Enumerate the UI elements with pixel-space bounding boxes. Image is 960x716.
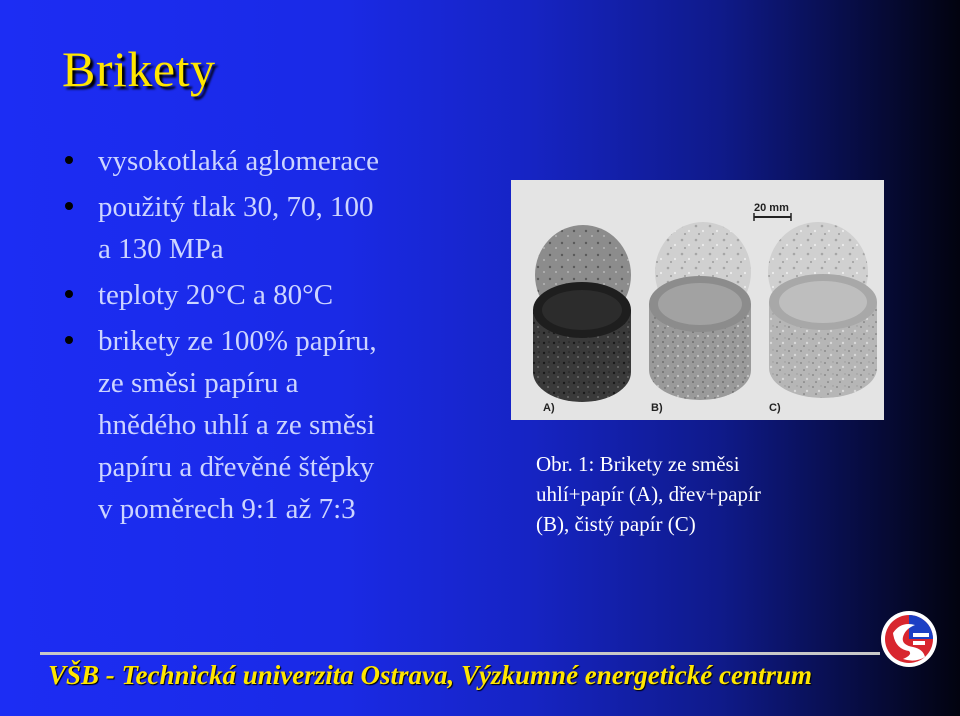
bullet-line: ze směsi papíru a — [98, 367, 299, 399]
bullet-line: a 130 MPa — [98, 233, 224, 265]
bullet-line: brikety ze 100% papíru, — [98, 325, 377, 357]
bullet-line: použitý tlak 30, 70, 100 — [98, 191, 374, 223]
photo-label-b: B) — [651, 402, 663, 414]
bullet-item — [62, 140, 502, 182]
caption-line: uhlí+papír (A), dřev+papír — [536, 482, 761, 506]
bullet-line: vysokotlaká aglomerace — [98, 145, 380, 177]
slide-title: Brikety — [62, 41, 216, 97]
bullet-item — [62, 186, 502, 270]
photo-label-a: A) — [543, 402, 555, 414]
black-dot-icon — [65, 336, 73, 344]
black-dot-icon — [65, 202, 73, 210]
footer-text: VŠB - Technická univerzita Ostrava, Výzkumné energetické centrum — [48, 660, 813, 690]
black-dot-icon — [65, 290, 73, 298]
caption-line: Obr. 1: Brikety ze směsi — [536, 452, 740, 476]
scale-label: 20 mm — [754, 202, 789, 214]
photo-label-c: C) — [769, 402, 781, 414]
bullet-item — [62, 320, 502, 530]
footer-divider — [40, 652, 880, 655]
bullet-line: teploty 20°C a 80°C — [98, 279, 334, 311]
bullet-list — [62, 140, 502, 534]
black-dot-icon — [65, 156, 73, 164]
vec-logo-icon — [879, 609, 939, 669]
bullet-line: papíru a dřevěné štěpky — [98, 451, 375, 483]
caption-line: (B), čistý papír (C) — [536, 512, 696, 536]
bullet-item — [62, 274, 502, 316]
bullet-line: hnědého uhlí a ze směsi — [98, 409, 376, 441]
briquettes-photo — [511, 180, 884, 420]
bullet-line: v poměrech 9:1 až 7:3 — [98, 493, 356, 525]
figure-caption — [536, 449, 836, 539]
